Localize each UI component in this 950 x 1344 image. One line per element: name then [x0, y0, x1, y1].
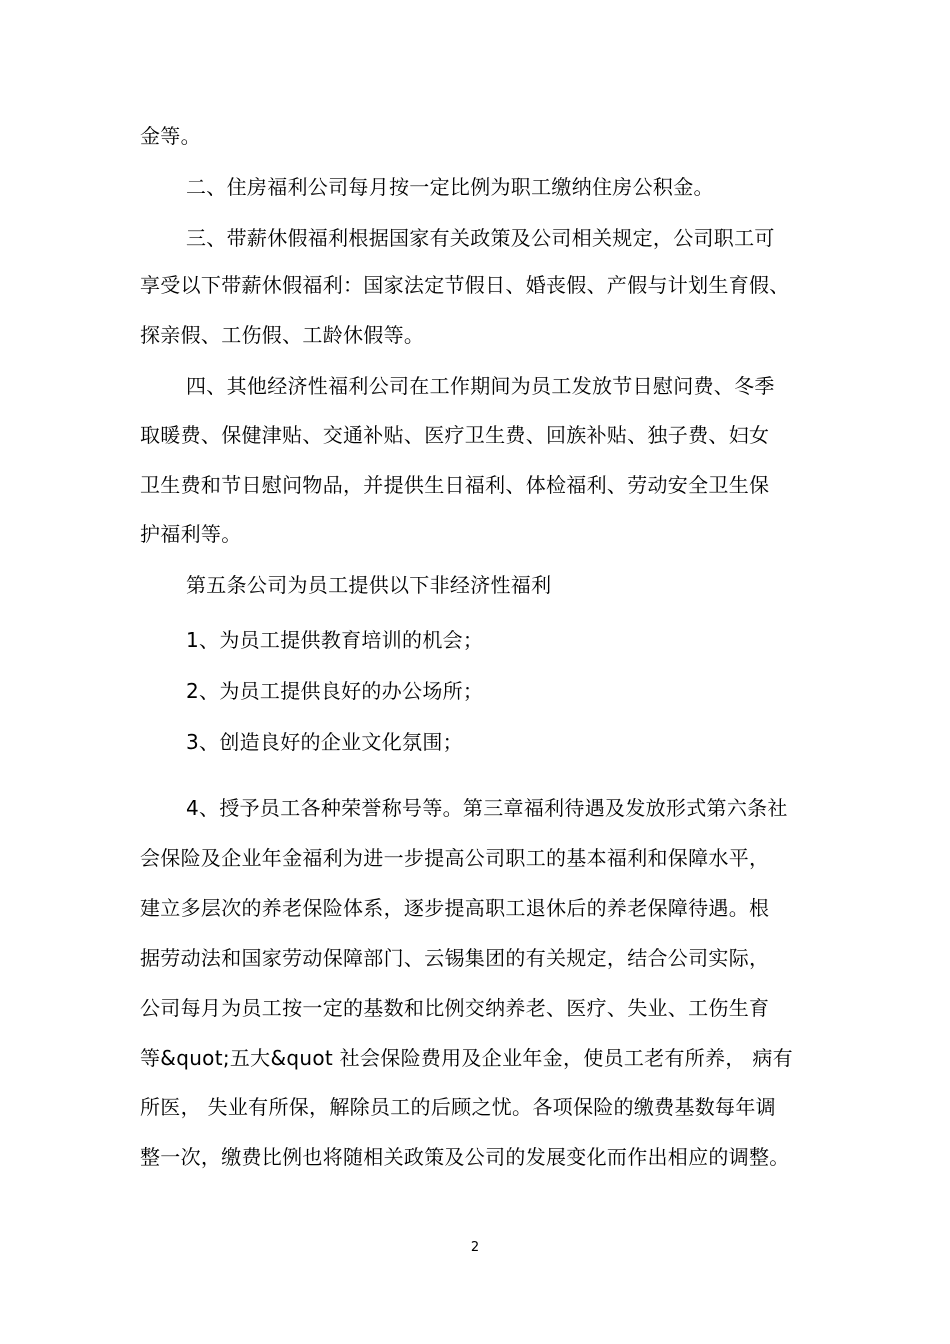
text-line: 3、创造良好的企业文化氛围； — [186, 730, 463, 754]
text-line: 4、授予员工各种荣誉称号等。第三章福利待遇及发放形式第六条社 — [186, 796, 788, 820]
text-line: 2、为员工提供良好的办公场所； — [186, 679, 484, 703]
text-line: 整一次，缴费比例也将随相关政策及公司的发展变化而作出相应的调整。 — [140, 1145, 790, 1169]
text-line: 所医， 失业有所保，解除员工的后顾之忧。各项保险的缴费基数每年调 — [140, 1095, 776, 1119]
page-number: 2 — [470, 1240, 480, 1255]
text-line: 会保险及企业年金福利为进一步提高公司职工的基本福利和保障水平， — [140, 846, 770, 870]
text-line: 公司每月为员工按一定的基数和比例交纳养老、医疗、失业、工伤生育 — [140, 996, 770, 1020]
text-line: 1、为员工提供教育培训的机会； — [186, 628, 484, 652]
text-line: 四、其他经济性福利公司在工作期间为员工发放节日慰问费、冬季 — [186, 374, 775, 398]
text-line: 享受以下带薪休假福利：国家法定节假日、婚丧假、产假与计划生育假、 — [140, 273, 790, 297]
text-line: 三、带薪休假福利根据国家有关政策及公司相关规定，公司职工可 — [186, 226, 775, 250]
text-line: 等&quot;五大&quot 社会保险费用及企业年金，使员工老有所养， 病有 — [140, 1046, 793, 1070]
text-line: 建立多层次的养老保险体系，逐步提高职工退休后的养老保障待遇。根 — [140, 896, 770, 920]
text-line: 卫生费和节日慰问物品，并提供生日福利、体检福利、劳动安全卫生保 — [140, 473, 770, 497]
text-line: 二、住房福利公司每月按一定比例为职工缴纳住房公积金。 — [186, 175, 714, 199]
text-line: 第五条公司为员工提供以下非经济性福利 — [186, 573, 552, 597]
text-line: 探亲假、工伤假、工龄休假等。 — [140, 323, 425, 347]
text-line: 护福利等。 — [140, 522, 242, 546]
text-line: 据劳动法和国家劳动保障部门、云锡集团的有关规定，结合公司实际， — [140, 946, 770, 970]
text-line: 金等。 — [140, 124, 201, 148]
text-line: 取暖费、保健津贴、交通补贴、医疗卫生费、回族补贴、独子费、妇女 — [140, 423, 770, 447]
